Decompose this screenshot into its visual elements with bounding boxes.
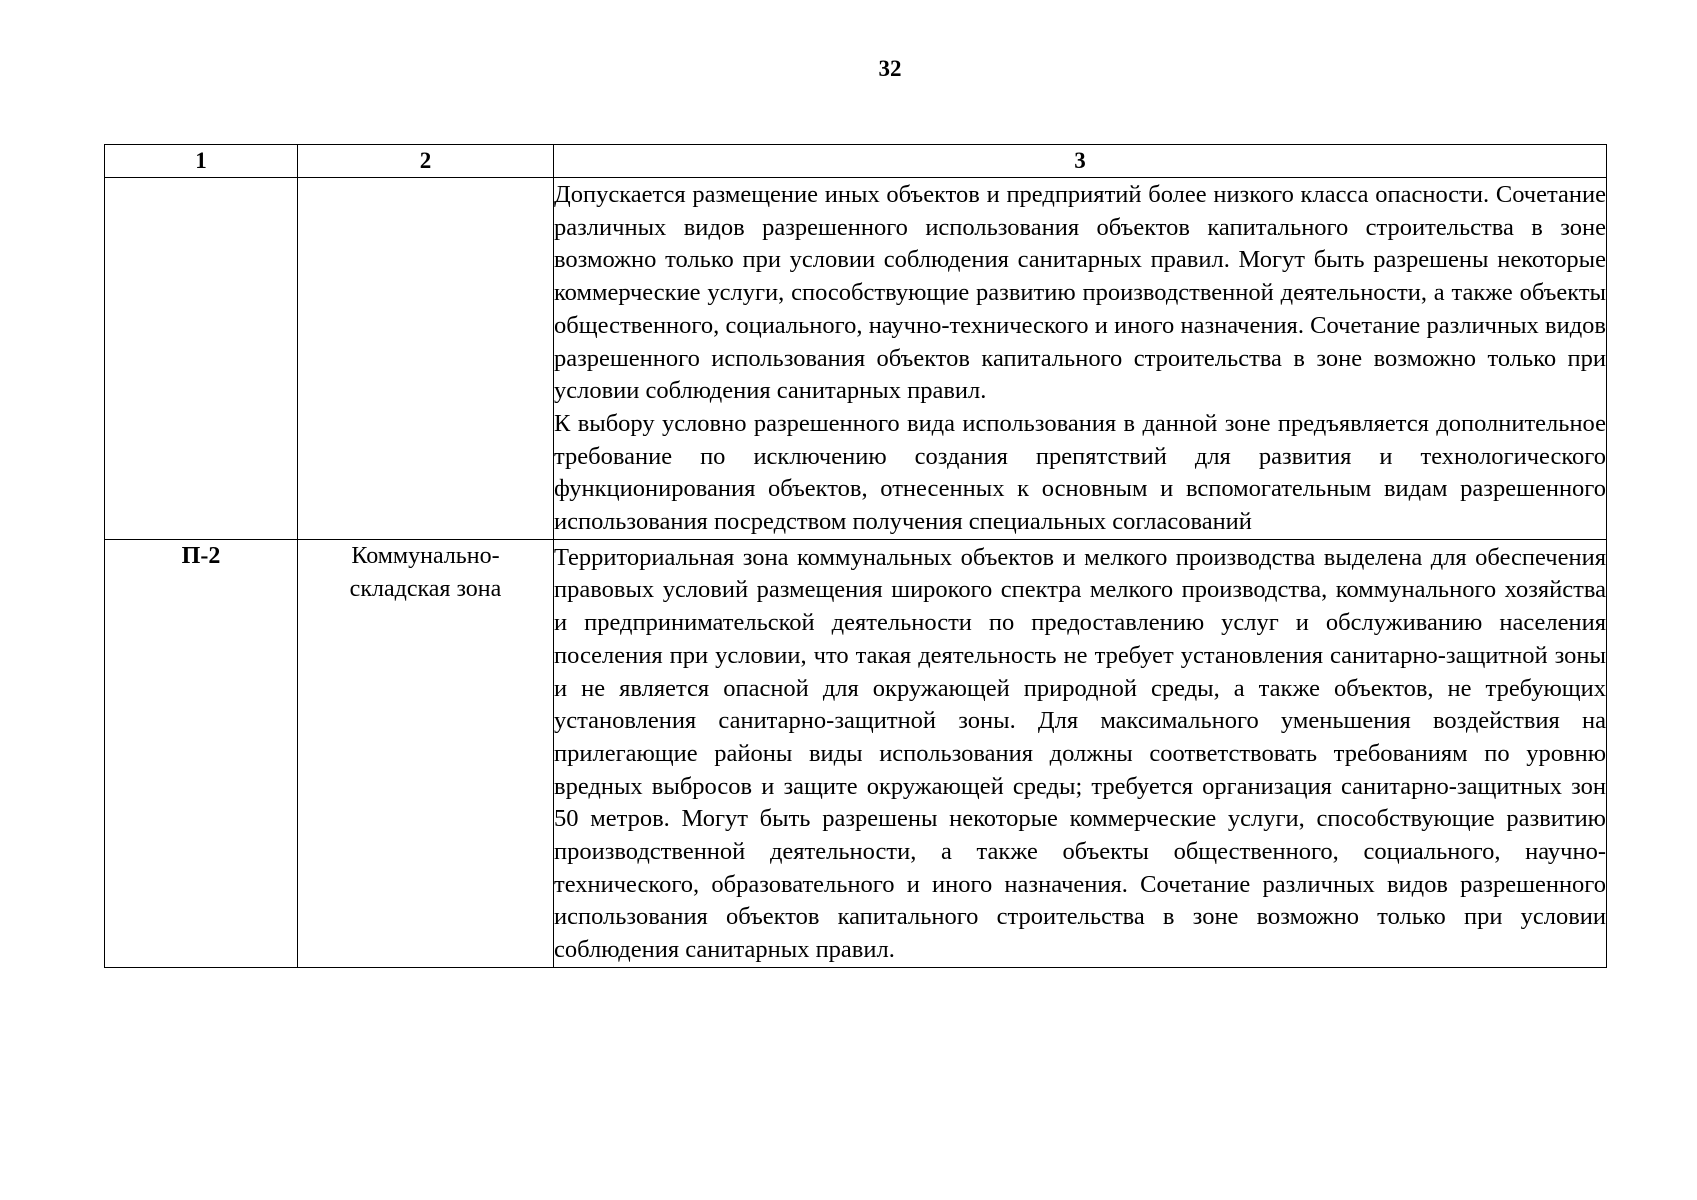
zone-description-cell xyxy=(554,539,1607,967)
zone-name-line: складская зона xyxy=(349,575,502,602)
description-paragraph: Допускается размещение иных объектов и предприятий более низкого класса опасности. Сочетание различных видов разрешенного использования объектов капитального строительства в зоне возможно только при условии соблюдения санитарных правил. Могут быть разрешены некоторые коммерческие услуги, способствующие развитию производственной деятельности, а также объекты общественного, социального, научно-технического и иного назначения. Сочетание различных видов разрешенного использования объектов капитального строительства в зоне возможно только при условии соблюдения санитарных правил. xyxy=(554,181,1606,405)
column-header-1: 1 xyxy=(105,145,298,178)
column-header-2: 2 xyxy=(298,145,554,178)
page-number: 32 xyxy=(878,56,902,81)
zone-name-line: Коммунально- xyxy=(351,542,500,569)
zone-code-cell: П-2 xyxy=(105,539,298,967)
zone-code-cell xyxy=(105,178,298,540)
column-header-3: 3 xyxy=(554,145,1607,178)
table-header-row xyxy=(105,145,1607,178)
zone-name-cell xyxy=(298,539,554,967)
zone-description-cell xyxy=(554,178,1607,540)
zones-table xyxy=(104,144,1607,968)
table-row xyxy=(105,539,1607,967)
table-row xyxy=(105,178,1607,540)
zone-name-cell xyxy=(298,178,554,540)
description-paragraph: Территориальная зона коммунальных объектов и мелкого производства выделена для обеспечения правовых условий размещения широкого спектра мелкого производства, коммунального хозяйства и предпринимательской деятельности по предоставлению услуг и обслуживанию населения поселения при условии, что такая деятельность не требует установления санитарно-защитной зоны и не является опасной для окружающей природной среды, а также объектов, не требующих установления санитарно-защитной зоны. Для максимального уменьшения воздействия на прилегающие районы виды использования должны соответствовать требованиям по уровню вредных выбросов и защите окружающей среды; требуется организация санитарно-защитных зон 50 метров. Могут быть разрешены некоторые коммерческие услуги, способствующие развитию производственной деятельности, а также объекты общественного, социального, научно-технического, образовательного и иного назначения. Сочетание различных видов разрешенного использования объектов капитального строительства в зоне возможно только при условии соблюдения санитарных правил. xyxy=(554,543,1606,964)
description-paragraph: К выбору условно разрешенного вида использования в данной зоне предъявляется дополнительное требование по исключению создания препятствий для развития и технологического функционирования объектов, отнесенных к основным и вспомогательным видам разрешенного использования посредством получения специальных согласований xyxy=(554,409,1606,536)
